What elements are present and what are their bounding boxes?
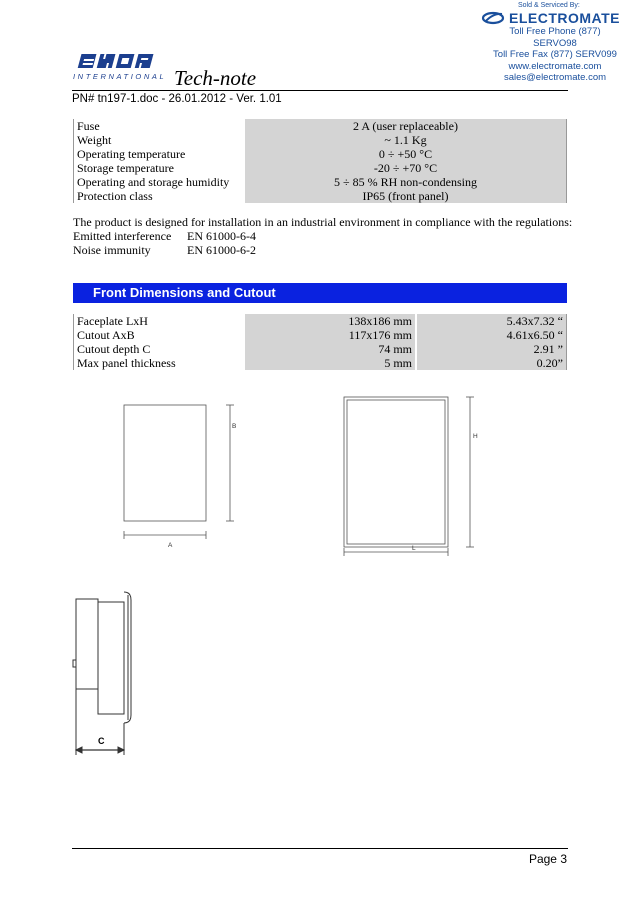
compliance-row: Emitted interference EN 61000-6-4 (73, 229, 256, 243)
electromate-logo-icon (481, 11, 505, 25)
header-rule (72, 90, 568, 91)
exor-logo (72, 52, 164, 87)
sold-by-text: Sold & Serviced By: (518, 2, 580, 9)
compliance-row: Noise immunity EN 61000-6-2 (73, 243, 256, 257)
exor-logo-mark (72, 52, 164, 82)
dimensions-table (73, 314, 567, 370)
label-b: B (232, 423, 237, 430)
footer-rule (72, 848, 568, 849)
table-row: Protection class IP65 (front panel) (73, 189, 567, 203)
label-h: H (473, 433, 478, 440)
dealer-fax: Toll Free Fax (877) SERV099 (493, 49, 617, 60)
dealer-brand (470, 10, 620, 26)
exor-logo-sub: INTERNATIONAL (73, 72, 164, 81)
table-row: Max panel thickness 5 mm 0.20” (73, 356, 567, 370)
spec-table (73, 119, 567, 203)
compliance-intro: The product is designed for installation in an industrial environment in compliance with the regulations: (73, 215, 573, 229)
cutout-drawing (124, 405, 237, 539)
table-row: Cutout depth C 74 mm 2.91 ” (73, 342, 567, 356)
table-row: Faceplate LxH 138x186 mm 5.43x7.32 “ (73, 314, 567, 328)
table-row: Weight ~ 1.1 Kg (73, 133, 567, 147)
label-l: L (412, 545, 416, 552)
doc-title: Tech-note (174, 66, 257, 90)
part-number: PN# tn197-1.doc - 26.01.2012 - Ver. 1.01 (72, 93, 282, 105)
table-row: Cutout AxB 117x176 mm 4.61x6.50 “ (73, 328, 567, 342)
dealer-phone: Toll Free Phone (877) SERVO98 (509, 26, 601, 49)
dealer-web[interactable]: www.electromate.com (508, 60, 602, 72)
table-row: Operating temperature 0 ÷ +50 °C (73, 147, 567, 161)
dealer-email[interactable]: sales@electromate.com (503, 72, 607, 83)
faceplate-drawing (344, 397, 474, 556)
dimension-drawings (0, 380, 638, 760)
page-number: Page 3 (528, 852, 567, 866)
section-header (73, 283, 567, 303)
table-row: Storage temperature -20 ÷ +70 °C (73, 161, 567, 175)
dealer-brand-label: ELECTROMATE (508, 10, 620, 26)
section-title: Front Dimensions and Cutout (93, 285, 276, 300)
label-a: A (168, 542, 173, 549)
side-view-drawing (73, 592, 131, 755)
label-c: C (98, 736, 105, 746)
table-row: Fuse 2 A (user replaceable) (73, 119, 567, 133)
dealer-block (470, 2, 620, 84)
table-row: Operating and storage humidity 5 ÷ 85 % RH non-condensing (73, 175, 567, 189)
